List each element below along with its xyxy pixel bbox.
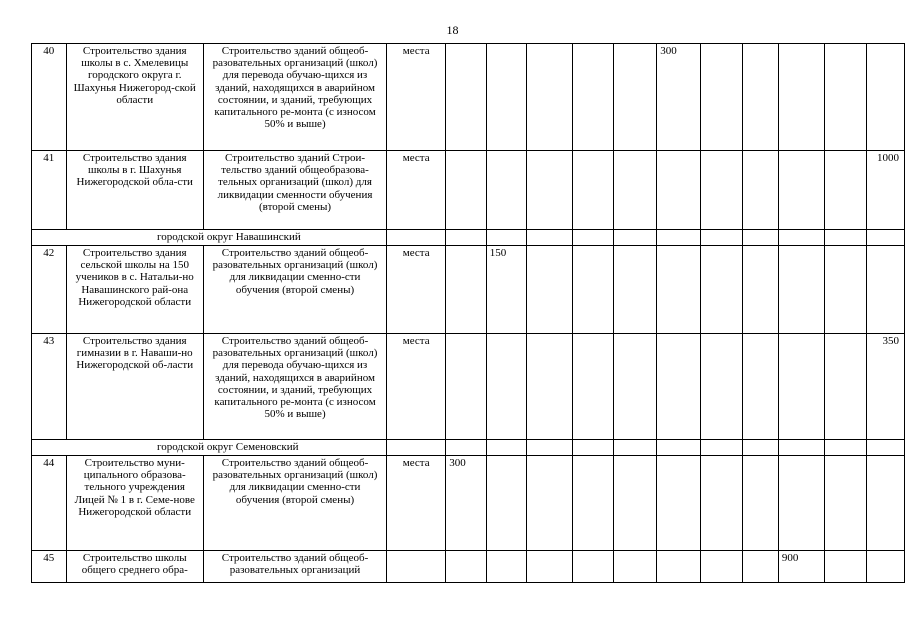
value-cell [446,230,487,246]
value-cell [657,246,700,334]
row-number: 41 [32,151,67,230]
value-cell [486,151,527,230]
value-cell [572,551,613,583]
value-cell [387,230,446,246]
value-cell [778,230,824,246]
section-row [32,440,905,456]
value-cell [742,334,778,440]
section-title: городской округ Навашинский [32,230,387,246]
value-cell [824,456,866,551]
value-cell [527,246,572,334]
value-cell [867,551,905,583]
object-description: Строительство зданий Строи-тельство зданий общеобразова-тельных организаций (школ) для ликвидации сменности обучения (второй смены) [203,151,386,230]
table-row [32,551,905,583]
value-cell [486,456,527,551]
value-cell [486,440,527,456]
value-cell [824,246,866,334]
section-row [32,230,905,246]
value-cell [778,151,824,230]
value-cell [572,230,613,246]
value-cell [700,440,742,456]
section-title: городской округ Семеновский [32,440,387,456]
value-cell [572,151,613,230]
value-cell [824,230,866,246]
value-cell [572,334,613,440]
value-cell [867,44,905,151]
value-cell [778,246,824,334]
value-cell [824,334,866,440]
object-name: Строительство муни-ципального образова-тельного учреждения Лицей № 1 в г. Семе-нове Нижегородской области [66,456,203,551]
value-cell [613,551,656,583]
value-cell [572,246,613,334]
value-cell [486,230,527,246]
value-cell [700,551,742,583]
value-cell [527,551,572,583]
value-cell [613,456,656,551]
table-row [32,456,905,551]
value-cell [778,456,824,551]
value-cell [527,230,572,246]
value-cell [742,440,778,456]
object-description: Строительство зданий общеоб-разовательных организаций [203,551,386,583]
value-cell [824,551,866,583]
value-cell: 300 [657,44,700,151]
unit-cell: места [387,246,446,334]
value-cell [572,44,613,151]
table-row [32,334,905,440]
value-cell [527,151,572,230]
value-cell [613,230,656,246]
object-description: Строительство зданий общеоб-разовательных организаций (школ) для перевода обучаю-щихся из зданий, находящихся в аварийном состоянии, и зданий, требующих капитального ре-монта (с износом 50% и выше) [203,44,386,151]
object-name: Строительство школы общего среднего обра- [66,551,203,583]
value-cell [824,440,866,456]
value-cell [387,551,446,583]
value-cell [572,456,613,551]
value-cell [527,334,572,440]
value-cell [446,44,487,151]
value-cell [778,334,824,440]
value-cell: 900 [778,551,824,583]
object-name: Строительство здания гимназии в г. Наваши-но Нижегородской об-ласти [66,334,203,440]
value-cell: 150 [486,246,527,334]
row-number: 44 [32,456,67,551]
value-cell [613,334,656,440]
value-cell [657,551,700,583]
value-cell [657,334,700,440]
object-name: Строительство здания сельской школы на 150 учеников в с. Натальи-но Навашинского рай-она Нижегородской области [66,246,203,334]
value-cell [486,44,527,151]
value-cell [824,151,866,230]
value-cell [700,334,742,440]
value-cell [700,44,742,151]
unit-cell: места [387,44,446,151]
table-row [32,246,905,334]
value-cell [527,440,572,456]
value-cell [867,456,905,551]
value-cell [742,246,778,334]
value-cell [778,44,824,151]
object-name: Строительство здания школы в с. Хмелевицы городского округа г. Шахунья Нижегород-ской области [66,44,203,151]
value-cell [446,440,487,456]
value-cell: 1000 [867,151,905,230]
unit-cell: места [387,151,446,230]
value-cell [742,230,778,246]
object-description: Строительство зданий общеоб-разовательных организаций (школ) для ликвидации сменно-сти обучения (второй смены) [203,246,386,334]
value-cell [700,151,742,230]
unit-cell: места [387,334,446,440]
value-cell [867,440,905,456]
table-row [32,44,905,151]
value-cell [613,246,656,334]
value-cell [527,456,572,551]
object-description: Строительство зданий общеоб-разовательных организаций (школ) для перевода обучаю-щихся из зданий, находящихся в аварийном состоянии, и зданий, требующих капитального ре-монта (с износом 50% и выше) [203,334,386,440]
value-cell [527,44,572,151]
value-cell [446,334,487,440]
value-cell [486,551,527,583]
value-cell [446,246,487,334]
value-cell [446,551,487,583]
unit-cell: места [387,456,446,551]
value-cell [742,151,778,230]
value-cell: 350 [867,334,905,440]
value-cell [742,551,778,583]
row-number: 45 [32,551,67,583]
value-cell: 300 [446,456,487,551]
value-cell [387,440,446,456]
value-cell [657,456,700,551]
row-number: 42 [32,246,67,334]
value-cell [613,440,656,456]
value-cell [613,151,656,230]
value-cell [700,246,742,334]
value-cell [657,151,700,230]
value-cell [867,230,905,246]
construction-table [31,43,905,583]
value-cell [700,230,742,246]
table-row [32,151,905,230]
object-name: Строительство здания школы в г. Шахунья Нижегородской обла-сти [66,151,203,230]
value-cell [778,440,824,456]
value-cell [613,44,656,151]
value-cell [657,440,700,456]
page-number: 18 [446,23,459,37]
value-cell [700,456,742,551]
row-number: 40 [32,44,67,151]
value-cell [446,151,487,230]
value-cell [867,246,905,334]
object-description: Строительство зданий общеоб-разовательных организаций (школ) для ликвидации сменно-сти обучения (второй смены) [203,456,386,551]
value-cell [824,44,866,151]
value-cell [486,334,527,440]
value-cell [572,440,613,456]
row-number: 43 [32,334,67,440]
value-cell [742,44,778,151]
value-cell [657,230,700,246]
value-cell [742,456,778,551]
